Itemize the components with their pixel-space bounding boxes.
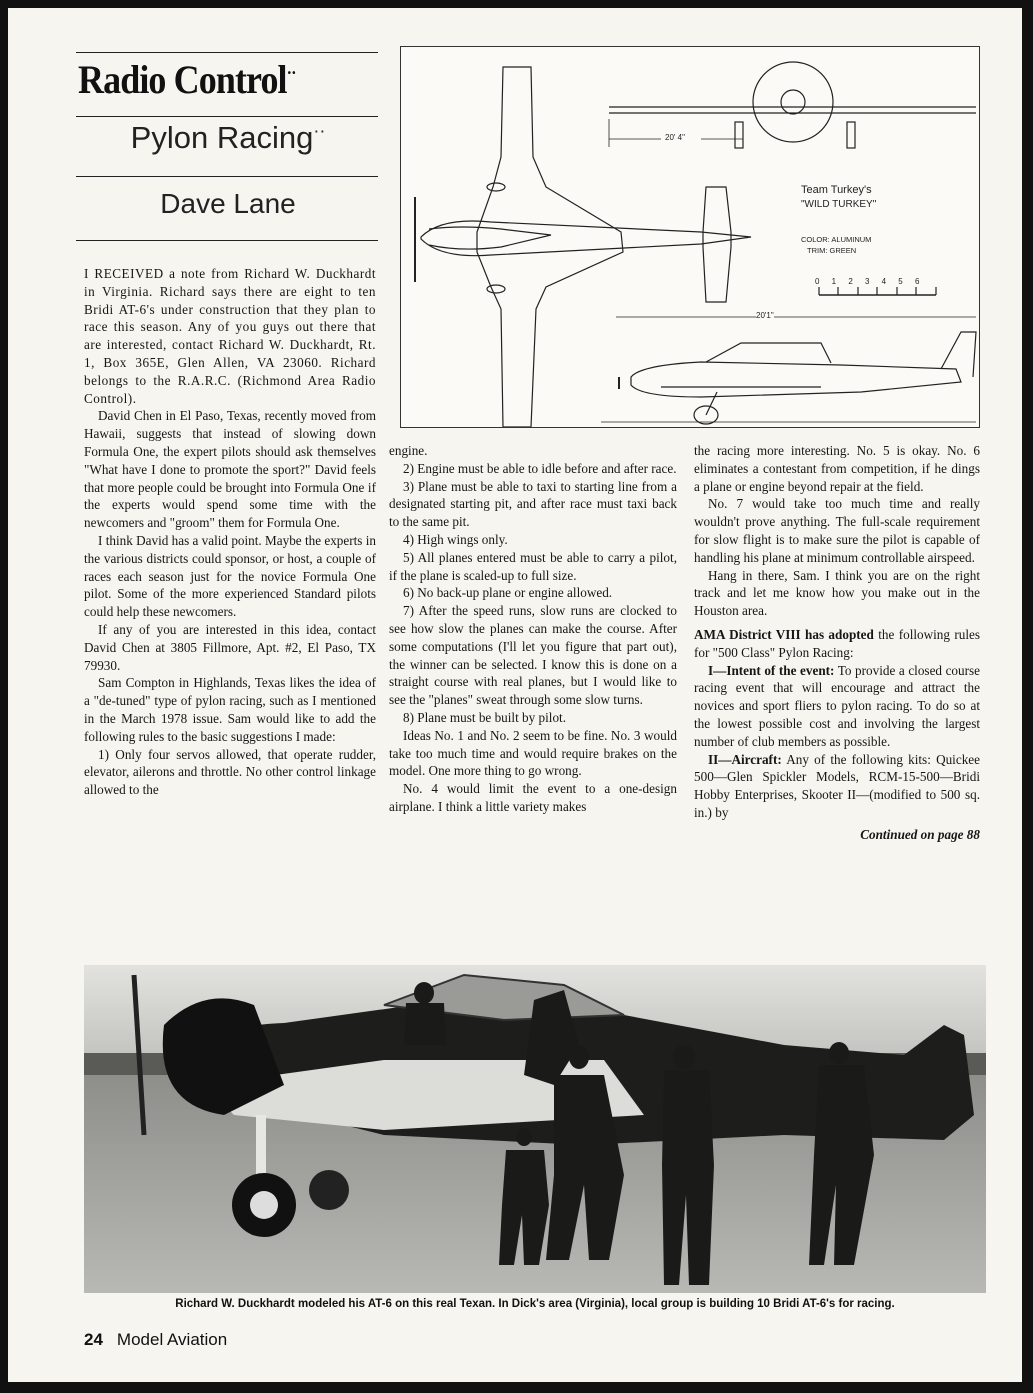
- paragraph: Hang in there, Sam. I think you are on the right track and let me know how you make out in the Houston area.: [694, 567, 980, 619]
- header-rule-bottom: [76, 240, 378, 241]
- plan-fuselage: [421, 221, 751, 256]
- paragraph: 7) After the speed runs, slow runs are clocked to see how slow the planes can make the course. After some computations (I'll let you figure that part out), the winner can be selected. I know this is done on a straight course with real planes, but I would like to see the "planes" sweat through some slow turns.: [389, 603, 677, 708]
- paragraph: 5) All planes entered must be able to carry a pilot, if the plane is scaled-up to full size.: [389, 549, 677, 583]
- header-rule-2: [76, 116, 378, 117]
- front-gear-left: [735, 122, 743, 148]
- span-dimension: 20' 4": [665, 133, 685, 142]
- paragraph: Sam Compton in Highlands, Texas likes the idea of a "de-tuned" type of pylon racing, such as I mentioned in the March 1978 issue. Sam would like to add the following rules to the basic suggestions I made:: [84, 675, 376, 744]
- plan-wheel-bottom: [487, 285, 505, 293]
- photo-caption: Richard W. Duckhardt modeled his AT-6 on this real Texan. In Dick's area (Virginia), local group is building 10 Bridi AT-6's for racing.: [175, 1298, 895, 1310]
- paragraph: 8) Plane must be built by pilot.: [403, 709, 567, 725]
- photo-illustration: [84, 965, 986, 1293]
- paragraph: No. 4 would limit the event to a one-design airplane. I think a little variety makes: [389, 781, 677, 814]
- texan-airplane-photo: [84, 965, 986, 1293]
- author-byline: Dave Lane: [160, 188, 296, 219]
- plan-wheel-top: [487, 183, 505, 191]
- paragraph: No. 7 would take too much time and really wouldn't prove anything. The full-scale requirement for slow flight is to make sure the pilot is capable of handling his plane at minimum controllable airspeed.: [694, 496, 980, 565]
- paragraph: 1) Only four servos allowed, that operate rudder, elevator, ailerons and throttle. No other control linkage allowed to the: [84, 746, 376, 798]
- airplane-plan-view-svg: [401, 47, 979, 427]
- plan-canopy: [429, 227, 551, 249]
- section-subtitle: Pylon Racing··: [130, 120, 326, 155]
- magazine-name: Model Aviation: [116, 1330, 228, 1349]
- paragraph: engine.: [389, 443, 428, 458]
- paragraph: Ideas No. 1 and No. 2 seem to be fine. No. 3 would take too much time and would require brakes on the model. One more thing to go wrong.: [389, 727, 677, 779]
- paragraph: If any of you are interested in this idea, contact David Chen at 3805 Fillmore, Apt. #2, El Paso, TX 79930.: [84, 621, 376, 673]
- paragraph: I RECEIVED a note from Richard W. Duckhardt in Virginia. Richard says there are eight to ten Bridi AT-6's under construction that they plan to race this season. Any of you guys out there that are interested, contact Richard W. Duckhardt, Rt. 1, Box 365E, Glen Allen, VA 23060. Richard belongs to the R.A.R.C. (Richmond Area Radio Control).: [84, 266, 376, 406]
- paragraph: 6) No back-up plane or engine allowed.: [403, 585, 613, 601]
- paragraph: David Chen in El Paso, Texas, recently moved from Hawaii, suggests that instead of slowing down Formula One, the expert pilots should ask themselves "What have I done to promote the sport?" David feels that more people could be brought into Formula One if the experts would spend some time with the newcomers and "groom" them for Formula One.: [84, 408, 376, 531]
- front-prop-disc: [753, 62, 833, 142]
- paragraph: I think David has a valid point. Maybe the experts in the various districts could sponsor, or host, a couple of races each season just for the novice Formula One pilot. Some of the more experienced Standard pilots could help these newcomers.: [84, 532, 376, 620]
- trim-label: TRIM: GREEN: [807, 246, 857, 255]
- side-fuselage: [631, 362, 961, 397]
- paragraph-intent: I—Intent of the event: To provide a closed course racing event that will encourage and attract the novices and sport fliers to pylon racing. To do so at the lowest possible cost and involving the largest number of club members as possible.: [694, 662, 980, 749]
- header-rule-3: [76, 176, 378, 177]
- header-rule-top: [76, 52, 378, 53]
- magazine-page: [8, 8, 1022, 1382]
- team-label: Team Turkey's: [801, 184, 872, 196]
- page-number: 24: [84, 1330, 103, 1349]
- plan-tail: [703, 187, 731, 302]
- three-view-drawing: [400, 46, 980, 428]
- continued-note: Continued on page 88: [860, 826, 980, 842]
- page-footer: [84, 1330, 227, 1350]
- side-canopy: [706, 343, 831, 363]
- paragraph: 3) Plane must be able to taxi to starting line from a designated starting pit, and after race must taxi back to the same pit.: [389, 478, 677, 530]
- paragraph: 2) Engine must be able to idle before and after race.: [403, 460, 677, 476]
- side-tail: [941, 332, 976, 377]
- front-gear-right: [847, 122, 855, 148]
- scale-digits: 0123456: [815, 277, 932, 286]
- article-column-2: [389, 442, 677, 816]
- length-dimension: 20'1": [756, 311, 774, 320]
- plane-name-label: "WILD TURKEY": [801, 199, 877, 210]
- paragraph-aircraft: II—Aircraft: Any of the following kits: Quickee 500—Glen Spickler Models, RCM-15-500—Bridi Hobby Enterprises, Skooter II—(modified to 500 sq. in.) by: [694, 751, 980, 820]
- front-spinner: [781, 90, 805, 114]
- paragraph: 4) High wings only.: [403, 531, 508, 547]
- color-label: COLOR: ALUMINUM: [801, 235, 872, 244]
- article-column-3: [694, 442, 980, 844]
- paragraph: the racing more interesting. No. 5 is okay. No. 6 eliminates a contestant from competition, if he dings a plane or engine beyond repair at the field.: [694, 443, 980, 494]
- article-column-1: [84, 265, 376, 799]
- section-title: Radio Control··: [78, 57, 296, 102]
- paragraph-ama-rules: AMA District VIII has adopted the following rules for "500 Class" Pylon Racing:: [694, 626, 980, 660]
